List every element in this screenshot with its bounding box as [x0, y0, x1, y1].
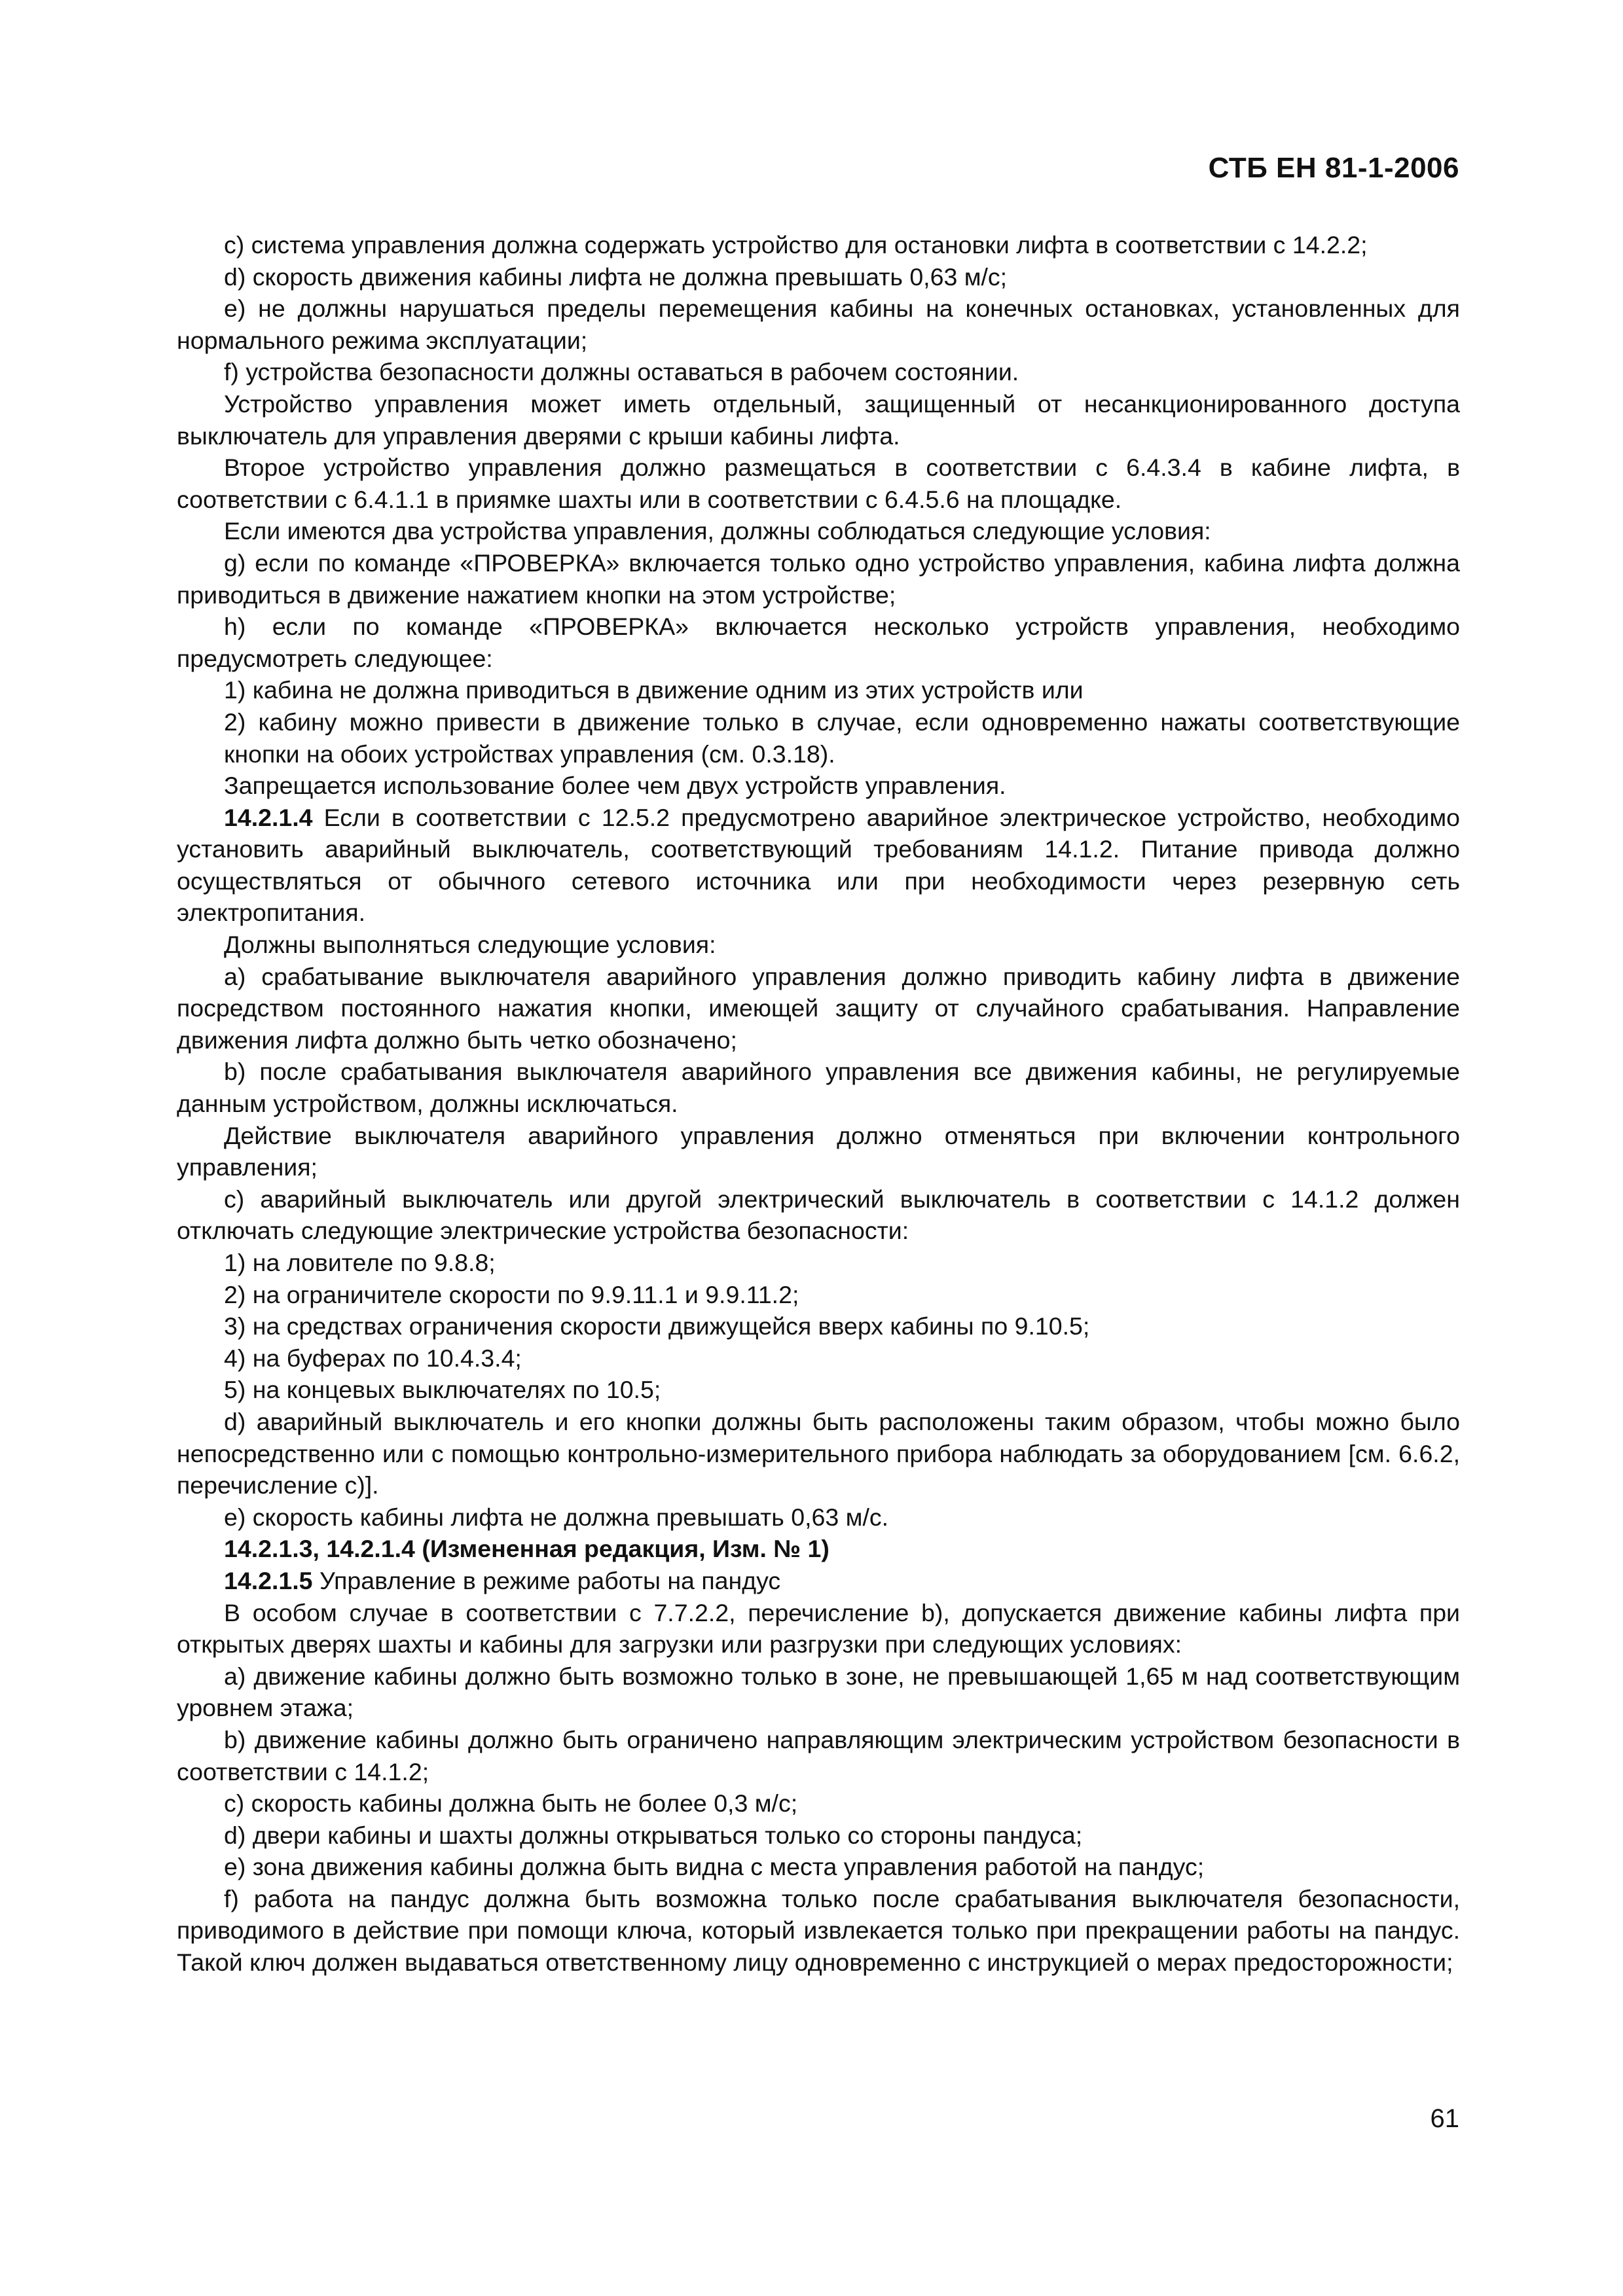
paragraph [177, 1597, 1460, 1660]
paragraph [177, 356, 1460, 388]
paragraph [177, 1820, 1460, 1852]
paragraph [177, 293, 1460, 356]
paragraph [177, 929, 1460, 961]
paragraph [177, 1533, 1460, 1565]
paragraph [177, 706, 1460, 770]
paragraph [177, 1883, 1460, 1979]
paragraph [177, 1374, 1460, 1406]
paragraph [177, 1406, 1460, 1501]
paragraph [177, 388, 1460, 452]
paragraph [177, 452, 1460, 515]
paragraph-text: Управление в режиме работы на пандус [312, 1566, 781, 1594]
paragraph-text: e) не должны нарушаться пределы перемещения кабины на конечных остановках, установленных для нормального режима эксплуатации; [177, 295, 1460, 354]
paragraph [177, 611, 1460, 674]
paragraph-text: Если имеются два устройства управления, должны соблюдаться следующие условия: [224, 517, 1211, 545]
paragraph [177, 1724, 1460, 1787]
paragraph [177, 1310, 1460, 1342]
paragraph-text: a) срабатывание выключателя аварийного управления должно приводить кабину лифта в движение посредством постоянного нажатия кнопки, имеющей защиту от случайного срабатывания. Направление движения лифта должно быть четко обозначено; [177, 962, 1460, 1054]
paragraph [177, 674, 1460, 706]
paragraph-text: f) устройства безопасности должны оставаться в рабочем состоянии. [224, 358, 1019, 386]
paragraph-text: 1) на ловителе по 9.8.8; [224, 1249, 496, 1276]
paragraph-text: Должны выполняться следующие условия: [224, 931, 716, 959]
paragraph [177, 1120, 1460, 1183]
paragraph [177, 1787, 1460, 1820]
paragraph-text: d) скорость движения кабины лифта не должна превышать 0,63 м/с; [224, 262, 1008, 291]
paragraph [177, 1247, 1460, 1279]
paragraph [177, 1279, 1460, 1311]
page-number: 61 [1430, 2104, 1459, 2133]
paragraph-text: Устройство управления может иметь отдельный, защищенный от несанкционированного доступа выключатель для управления дверями с крыши кабины лифта. [177, 389, 1460, 450]
paragraph [177, 1501, 1460, 1534]
paragraph [177, 1056, 1460, 1119]
paragraph [177, 1565, 1460, 1597]
paragraph-text: Запрещается использование более чем двух устройств управления. [224, 772, 1006, 800]
paragraph-text: c) аварийный выключатель или другой электрический выключатель в соответствии с 14.1.2 должен отключать следующие электрические устройства безопасности: [177, 1185, 1460, 1245]
paragraph-text: a) движение кабины должно быть возможно только в зоне, не превышающей 1,65 м над соответствующим уровнем этажа; [177, 1662, 1460, 1722]
paragraph-text: b) движение кабины должно быть ограничено направляющим электрическим устройством безопасности в соответствии с 14.1.2; [177, 1725, 1460, 1785]
paragraph-text: 5) на концевых выключателях по 10.5; [224, 1376, 661, 1404]
paragraph [177, 1660, 1460, 1724]
paragraph-text: d) двери кабины и шахты должны открываться только со стороны пандуса; [224, 1821, 1083, 1849]
paragraph [177, 961, 1460, 1056]
paragraph [177, 1851, 1460, 1883]
clause-number: 14.2.1.4 [224, 803, 313, 831]
paragraph [177, 515, 1460, 547]
paragraph-text: 2) на ограничителе скорости по 9.9.11.1 и 9.9.11.2; [224, 1280, 799, 1308]
paragraph [177, 1183, 1460, 1247]
paragraph [177, 229, 1460, 261]
paragraph-text: c) система управления должна содержать устройство для остановки лифта в соответствии с 14.2.2; [224, 231, 1368, 259]
paragraph-text: e) зона движения кабины должна быть видна с места управления работой на пандус; [224, 1853, 1205, 1881]
paragraph-text: f) работа на пандус должна быть возможна только после срабатывания выключателя безопасности, приводимого в действие при помощи ключа, который извлекается только при прекращении работы на пандус. Такой ключ должен выдаваться ответственному лицу одновременно с инструкцией о мерах предосторожности; [177, 1884, 1460, 1977]
paragraph-text: 1) кабина не должна приводиться в движение одним из этих устройств или [224, 676, 1084, 704]
document-body [177, 229, 1460, 1979]
document-code: СТБ ЕН 81-1-2006 [1208, 152, 1459, 184]
paragraph-text: Второе устройство управления должно размещаться в соответствии с 6.4.3.4 в кабине лифта, в соответствии с 6.4.1.1 в приямке шахты или в соответствии с 6.4.5.6 на площадке. [177, 454, 1460, 513]
paragraph-text: b) после срабатывания выключателя аварийного управления все движения кабины, не регулируемые данным устройством, должны исключаться. [177, 1058, 1460, 1118]
paragraph-text: c) скорость кабины должна быть не более 0,3 м/с; [224, 1789, 798, 1818]
clause-number: 14.2.1.5 [224, 1566, 313, 1594]
paragraph-text: 4) на буферах по 10.4.3.4; [224, 1344, 522, 1372]
paragraph [177, 547, 1460, 611]
clause-number: 14.2.1.3, 14.2.1.4 (Измененная редакция, Изм. № 1) [224, 1535, 830, 1563]
paragraph [177, 770, 1460, 802]
paragraph-text: d) аварийный выключатель и его кнопки должны быть расположены таким образом, чтобы можно было непосредственно или с помощью контрольно-измерительного прибора наблюдать за оборудованием [см. 6.6.2, перечисление c)]. [177, 1407, 1460, 1499]
paragraph-text: e) скорость кабины лифта не должна превышать 0,63 м/с. [224, 1503, 889, 1531]
paragraph [177, 802, 1460, 929]
paragraph [177, 261, 1460, 293]
paragraph-text: Если в соответствии с 12.5.2 предусмотрено аварийное электрическое устройство, необходимо установить аварийный выключатель, соответствующий требованиям 14.1.2. Питание привода должно осуществляться от обычного сетевого источника или при необходимости через резервную сеть электропитания. [177, 803, 1460, 927]
paragraph-text: 3) на средствах ограничения скорости движущейся вверх кабины по 9.10.5; [224, 1312, 1090, 1340]
paragraph-text: В особом случае в соответствии с 7.7.2.2, перечисление b), допускается движение кабины лифта при открытых дверях шахты и кабины для загрузки или разгрузки при следующих условиях: [177, 1598, 1460, 1659]
paragraph-text: g) если по команде «ПРОВЕРКА» включается только одно устройство управления, кабина лифта должна приводиться в движение нажатием кнопки на этом устройстве; [177, 548, 1460, 609]
paragraph-text: 2) кабину можно привести в движение только в случае, если одновременно нажаты соответствующие кнопки на обоих устройствах управления (см. 0.3.18). [224, 708, 1460, 768]
paragraph-text: h) если по команде «ПРОВЕРКА» включается несколько устройств управления, необходимо предусмотреть следующее: [177, 613, 1460, 672]
paragraph-text: Действие выключателя аварийного управления должно отменяться при включении контрольного управления; [177, 1121, 1460, 1181]
paragraph [177, 1342, 1460, 1374]
